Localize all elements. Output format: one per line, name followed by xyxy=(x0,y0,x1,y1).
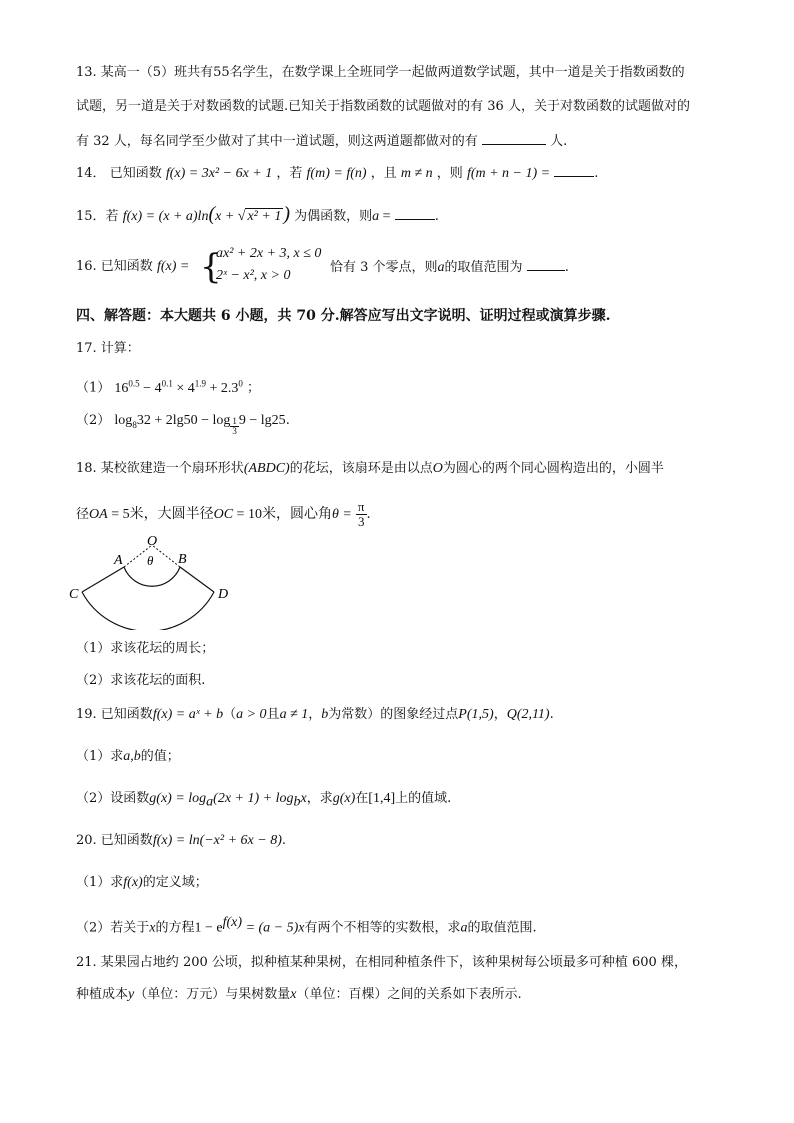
q15-num: 15．若 xyxy=(76,209,119,224)
q19-p2-log1: g(x) = log xyxy=(149,791,207,806)
q18-text-a: 18. 某校欲建造一个扇环形状 xyxy=(76,461,244,476)
q18-text-e: 为圆心的两个同心圆构造出的，小圆半 xyxy=(442,461,664,476)
q16-end: . xyxy=(564,260,569,275)
q18-inner-arc xyxy=(124,567,180,586)
q15-end: . xyxy=(434,209,439,224)
q18-line2 xyxy=(76,500,726,529)
q20-p2-rhs: = (a − 5)x xyxy=(242,920,305,936)
q20-p2-exp: f(x) xyxy=(222,915,243,930)
q20-part1 xyxy=(76,874,726,892)
q16-text2: 的取值范围为 xyxy=(444,260,523,275)
q14-ask: f(m + n − 1) = xyxy=(466,166,551,181)
q18-end: . xyxy=(366,507,371,522)
q19-t3: 且 xyxy=(266,707,280,722)
q15-big-paren-close: ) xyxy=(283,203,290,225)
q15-big-paren-open: ( xyxy=(208,203,216,225)
q16-case2: 2ˣ − x², x > 0 xyxy=(216,268,291,283)
q18-text2e: = 10米，圆心角 xyxy=(233,507,332,522)
section-4-heading: 四、解答题：本大题共 6 小题，共 70 分.解答应写出文字说明、证明过程或演算步骤. xyxy=(76,308,611,324)
q19-t1: 19. 已知函数 xyxy=(76,707,153,722)
q14-text1: 已知函数 xyxy=(109,166,162,181)
q16-var: a xyxy=(437,260,445,275)
q14-answer-blank[interactable] xyxy=(554,164,594,177)
q19-p2-base-b: b xyxy=(293,794,301,810)
q19-t2: （ xyxy=(223,707,237,722)
q19-line1 xyxy=(76,706,726,724)
q19-p2-t1: （2）设函数 xyxy=(76,791,150,806)
q19-p1-t2: 的值； xyxy=(140,749,180,764)
q18-side-db xyxy=(180,567,214,592)
q17-part1-end: ； xyxy=(247,380,261,396)
q20-t1: 20. 已知函数 xyxy=(76,833,153,848)
q13-line3 xyxy=(76,132,726,151)
q16-brace: { xyxy=(200,247,222,287)
q14-func-def: f(x) = 3x² − 6x + 1 xyxy=(165,166,273,181)
q21-y: y xyxy=(128,987,135,1002)
q15-sqrt-sign: √ xyxy=(237,209,246,224)
q15-line xyxy=(76,205,726,226)
q19-cond-a: a > 0 xyxy=(236,707,267,722)
q13-line3-text: 有 32 人，每名同学至少做对了其中一道试题，则这两道题都做对的有 xyxy=(76,134,478,149)
q19-t4: ， xyxy=(308,707,322,722)
q14-text3: ，且 xyxy=(370,166,397,181)
q18-shape-label: (ABDC) xyxy=(243,461,290,476)
q18-label-o: O xyxy=(147,534,158,549)
q16-text1: 恰有 3 个零点，则 xyxy=(330,260,438,275)
q20-p2-t1: （2）若关于 xyxy=(76,920,150,936)
q19-cond-b: a ≠ 1 xyxy=(279,707,309,722)
q18-label-d: D xyxy=(218,587,229,602)
q18-label-theta: θ xyxy=(147,553,154,568)
q13-line2: 试题，另一道是关于对数函数的试题.已知关于指数函数的试题做对的有 36 人，关于对数函数的试题做对的 xyxy=(76,99,690,114)
q18-text-c: 的花坛，该扇环是由以点 xyxy=(289,461,433,476)
q19-t6: ， xyxy=(493,707,507,722)
q19-p2-t3: 在 xyxy=(355,791,369,806)
q18-text2a: 径 xyxy=(76,507,90,522)
q19-func: f(x) = aˣ + b xyxy=(152,707,224,722)
q19-p1-t1: （1）求 xyxy=(76,749,124,764)
q21-line2 xyxy=(76,986,726,1004)
q19-point-p: P(1,5) xyxy=(458,707,494,722)
q14-cond2: m ≠ n xyxy=(400,166,433,181)
q20-p1-f: f(x) xyxy=(123,875,143,890)
q19-p2-x: x xyxy=(300,791,307,806)
q18-center-label: O xyxy=(432,461,443,476)
q15-var: a xyxy=(372,209,380,224)
q16-answer-blank[interactable] xyxy=(527,258,565,271)
q21-t3: （单位：百棵）之间的关系如下表所示. xyxy=(296,987,522,1002)
q19-part2 xyxy=(76,790,726,812)
q15-inner: x + xyxy=(215,209,238,224)
q18-label-b: B xyxy=(178,552,187,567)
q17-part2-label: （2） xyxy=(76,413,111,428)
q18-part2: （2）求该花坛的面积. xyxy=(76,673,206,688)
q19-point-q: Q(2,11) xyxy=(506,707,550,722)
q20-p2-a: a xyxy=(460,920,468,936)
q20-p2-t2: 的方程 xyxy=(155,920,195,936)
q18-line1 xyxy=(76,460,726,478)
q20-part2 xyxy=(76,914,726,937)
q17-part2-expr: $\log_832 + 2\lg 50 - \log$ $\frac{1}{3}$ 9 − lg25 xyxy=(114,413,286,436)
q19-p2-log2: (2x + 1) + log xyxy=(213,791,294,806)
q15-func-left: f(x) = (x + a)ln xyxy=(122,209,209,224)
q20-line1 xyxy=(76,832,726,850)
q21-t1: 种植成本 xyxy=(76,987,129,1002)
q19-b: b xyxy=(321,707,329,722)
q18-theta-eq: θ = xyxy=(331,507,352,522)
q16-func-left: f(x) = xyxy=(156,259,190,274)
q18-part1: （1）求该花坛的周长； xyxy=(76,641,215,656)
q19-t7: . xyxy=(549,707,554,722)
q20-p2-x: x xyxy=(149,920,156,936)
q16-num: 16. 已知函数 xyxy=(76,259,153,274)
q18-side-ca xyxy=(82,567,124,592)
q17-part1-label: （1） xyxy=(76,380,111,396)
q13-answer-blank[interactable] xyxy=(482,132,546,145)
q19-p2-g: g(x) xyxy=(332,791,356,806)
q15-text1: 为偶函数，则 xyxy=(294,209,373,224)
q19-p2-interval: [1,4] xyxy=(368,791,396,806)
q15-eq: = xyxy=(379,209,391,224)
q19-t5: 为常数）的图象经过点 xyxy=(328,707,459,722)
q19-p2-t4: 上的值域. xyxy=(395,791,452,806)
q17-part1 xyxy=(76,374,726,398)
q21-x: x xyxy=(290,987,297,1002)
q19-p2-base-a: a xyxy=(206,794,214,810)
q17-part2-end: . xyxy=(285,413,290,428)
q13-line3-end: 人. xyxy=(550,134,568,149)
q21-t2: （单位：万元）与果树数量 xyxy=(134,987,291,1002)
q16-case1: ax² + 2x + 3, x ≤ 0 xyxy=(216,246,322,261)
q13-line1: 13. 某高一（5）班共有55名学生，在数学课上全班同学一起做两道数学试题，其中一道是关于指数函数的 xyxy=(76,65,685,80)
q18-label-c: C xyxy=(69,587,79,602)
q20-p2-t3: 有两个不相等的实数根，求 xyxy=(304,920,461,936)
q18-pi-over-3: $\frac{\pi}{3}$ xyxy=(357,499,365,529)
q14-cond1: f(m) = f(n) xyxy=(306,166,367,181)
q14-line xyxy=(76,164,726,183)
q18-text2c: = 5米，大圆半径 xyxy=(107,507,214,522)
q18-oc: OC xyxy=(213,507,234,522)
q20-p2-t4: 的取值范围. xyxy=(467,920,537,936)
q21-line1: 21. 某果园占地约 200 公顷，拟种植某种果树，在相同种植条件下，该种果树每公顷最多可种植 600 棵， xyxy=(76,955,687,970)
q19-p2-t2: ，求 xyxy=(306,791,333,806)
q14-text2: ，若 xyxy=(276,166,303,181)
q14-num: 14． xyxy=(76,166,106,181)
q17-part2 xyxy=(76,412,726,440)
q18-sector-figure xyxy=(66,530,246,630)
q18-oa: OA xyxy=(89,507,108,522)
q19-part1 xyxy=(76,748,726,766)
q14-end: . xyxy=(594,166,599,181)
q15-answer-blank[interactable] xyxy=(395,207,435,220)
q20-t2: . xyxy=(281,833,287,848)
q15-sqrt-body: x² + 1 xyxy=(247,209,282,224)
q20-func: f(x) = ln(−x² + 6x − 8) xyxy=(152,833,282,848)
q20-p1-t2: 的定义域； xyxy=(142,875,208,890)
q16-line-tail xyxy=(330,258,730,277)
q19-p1-vars: a,b xyxy=(123,749,141,764)
q14-text4: ，则 xyxy=(436,166,463,181)
q17-title: 17. 计算： xyxy=(76,341,140,356)
q20-p2-lhs: 1 − e xyxy=(194,920,223,936)
q20-p1-t1: （1）求 xyxy=(76,875,124,890)
q17-part1-expr: $16^{0.5} - 4^{0.1} \times 4^{1.9} + 2.3^0$ xyxy=(114,378,243,396)
q18-label-a: A xyxy=(114,553,123,568)
q18-outer-arc xyxy=(82,592,214,630)
